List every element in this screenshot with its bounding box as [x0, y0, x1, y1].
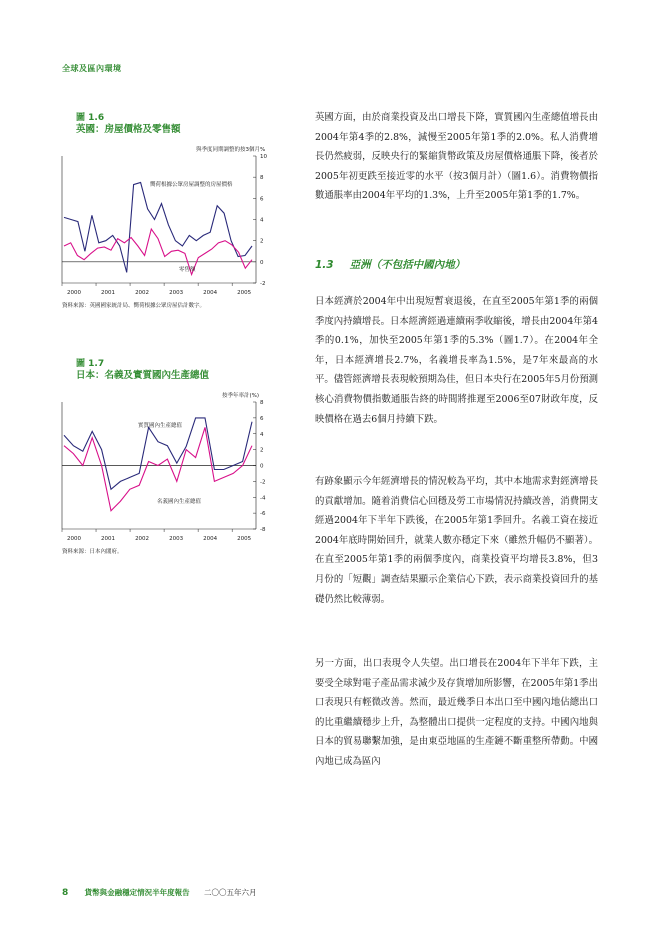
fig16-ytick-label: 2 [260, 238, 264, 245]
fig16-ytick-label: 0 [260, 259, 264, 266]
report-title: 貨幣與金融穩定情況半年度報告 [84, 888, 190, 897]
figure-1-6-title: 英國：房屋價格及零售額 [76, 124, 181, 135]
fig17-xtick-label: 2004 [203, 536, 218, 542]
fig17-xtick-label: 2003 [169, 536, 184, 542]
figure-1-7-source: 資料來源：日本內閣府。 [62, 549, 123, 555]
section-number: 1.3 [315, 259, 334, 271]
section-heading [315, 257, 465, 272]
fig17-xtick-label: 2002 [135, 536, 150, 542]
footer [62, 887, 257, 898]
fig16-xtick-label: 2000 [67, 290, 81, 296]
paragraph-japan-growth: 日本經濟於2004年中出現短暫衰退後，在直至2005年第1季的兩個季度內持續增長。日本經濟經過連續兩季收縮後，增長由2004年第4季的0.1%，加快至2005年第1季的5.3%（圖1.7）。在2004年全年，日本經濟增長2.7%，名義增長率為1.5%，是7年來最高的水平。儘管經濟增長表現較預期為佳，但日本央行在2005年5月份預測核心消費物價指數通脹告終的時間將推遲至2006至07財政年度，反映價格在過去6個月持續下跌。 [315, 296, 598, 425]
fig17-xtick-label: 2005 [237, 536, 252, 542]
fig16-ytick-label: 6 [260, 196, 264, 203]
figure-1-6-number: 圖 1.6 [76, 113, 105, 123]
running-head: 全球及區內環境 [62, 64, 122, 73]
page-number: 8 [62, 888, 69, 898]
paragraph-japan-demand: 有跡象顯示今年經濟增長的情況較為平均，其中本地需求對經濟增長的貢獻增加。隨着消費信心回穩及勞工市場情況持續改善，消費開支經過2004年下半年下跌後，在2005年第1季回升。名義工資在接近2004年底時開始回升，就業人數亦穩定下來（雖然升幅仍不顯著）。在直至2005年第1季的兩個季度內，商業投資平均增長3.8%，但3月份的「短觀」調查結果顯示企業信心下跌，表示商業投資回升的基礎仍然比較薄弱。 [315, 476, 598, 605]
report-date: 二〇〇五年六月 [204, 888, 257, 897]
fig17-ytick-label: 8 [260, 400, 264, 406]
fig16-ytick-label: 8 [260, 175, 264, 182]
fig16-ytick-label: 10 [260, 154, 267, 160]
section-title: 亞洲（不包括中國內地） [349, 259, 466, 271]
figure-1-7-unit: 按季年率計(%) [222, 393, 260, 399]
figure-1-6-retail-label: 零售額 [179, 267, 196, 273]
fig16-ytick-label: 4 [260, 217, 264, 224]
fig17-xtick-label: 2001 [101, 536, 116, 542]
figure-1-6-house-label: 嚮荷根據公眾房屋調整的房屋價格 [150, 182, 233, 188]
fig16-series-0 [64, 183, 252, 273]
fig16-xtick-label: 2004 [203, 290, 218, 296]
fig16-series-1 [64, 229, 252, 275]
fig16-xtick-label: 2003 [169, 290, 184, 296]
fig16-ytick-label: -2 [260, 281, 266, 287]
figure-1-6-unit: 與季度同期調整的按3個月% [196, 147, 266, 153]
figure-1-7-number: 圖 1.7 [76, 359, 105, 369]
fig17-ytick-label: -8 [260, 527, 266, 533]
fig16-xtick-label: 2005 [237, 290, 252, 296]
fig17-ytick-label: 4 [260, 431, 264, 438]
paragraph-japan-exports: 另一方面，出口表現令人失望。出口增長在2004年下半年下跌，主要受全球對電子產品需求減少及存貨增加所影響，在2005年第1季出口表現只有輕微改善。然而，最近幾季日本出口至中國內地佔總出口的比重繼續穩步上升，為整體出口提供一定程度的支持。中國內地與日本的貿易聯繫加強，是由東亞地區的生產鏈不斷重整所帶動。中國內地已成為區內 [315, 658, 598, 767]
fig16-xtick-label: 2001 [101, 290, 116, 296]
fig17-ytick-label: 0 [260, 463, 264, 470]
fig17-ytick-label: 2 [260, 447, 264, 454]
fig17-ytick-label: -6 [260, 511, 266, 518]
figure-1-6-source: 資料來源：英國國家統計局、嚮荷根據公眾房屋估計數字。 [62, 303, 206, 309]
fig17-xtick-label: 2000 [67, 536, 81, 542]
fig17-ytick-label: 6 [260, 415, 264, 422]
fig17-ytick-label: -4 [260, 495, 266, 502]
paragraph-uk: 英國方面，由於商業投資及出口增長下降，實質國內生產總值增長由2004年第4季的2.8%，減慢至2005年第1季的2.0%。私人消費增長仍然疲弱，反映央行的緊縮貨幣政策及房屋價格通脹下降，後者於2005年初更跌至接近零的水平（按3個月計）（圖1.6）。消費物價指數通脹率由2004年平均的1.3%，上升至2005年第1季的1.7%。 [315, 112, 598, 202]
figure-1-7-title: 日本：名義及實質國內生產總值 [76, 370, 210, 381]
figure-1-7-real-label: 實質國內生產總值 [138, 423, 183, 429]
figure-1-7-nominal-label: 名義國內生產總值 [157, 499, 202, 505]
fig17-ytick-label: -2 [260, 479, 266, 486]
fig16-xtick-label: 2002 [135, 290, 150, 296]
